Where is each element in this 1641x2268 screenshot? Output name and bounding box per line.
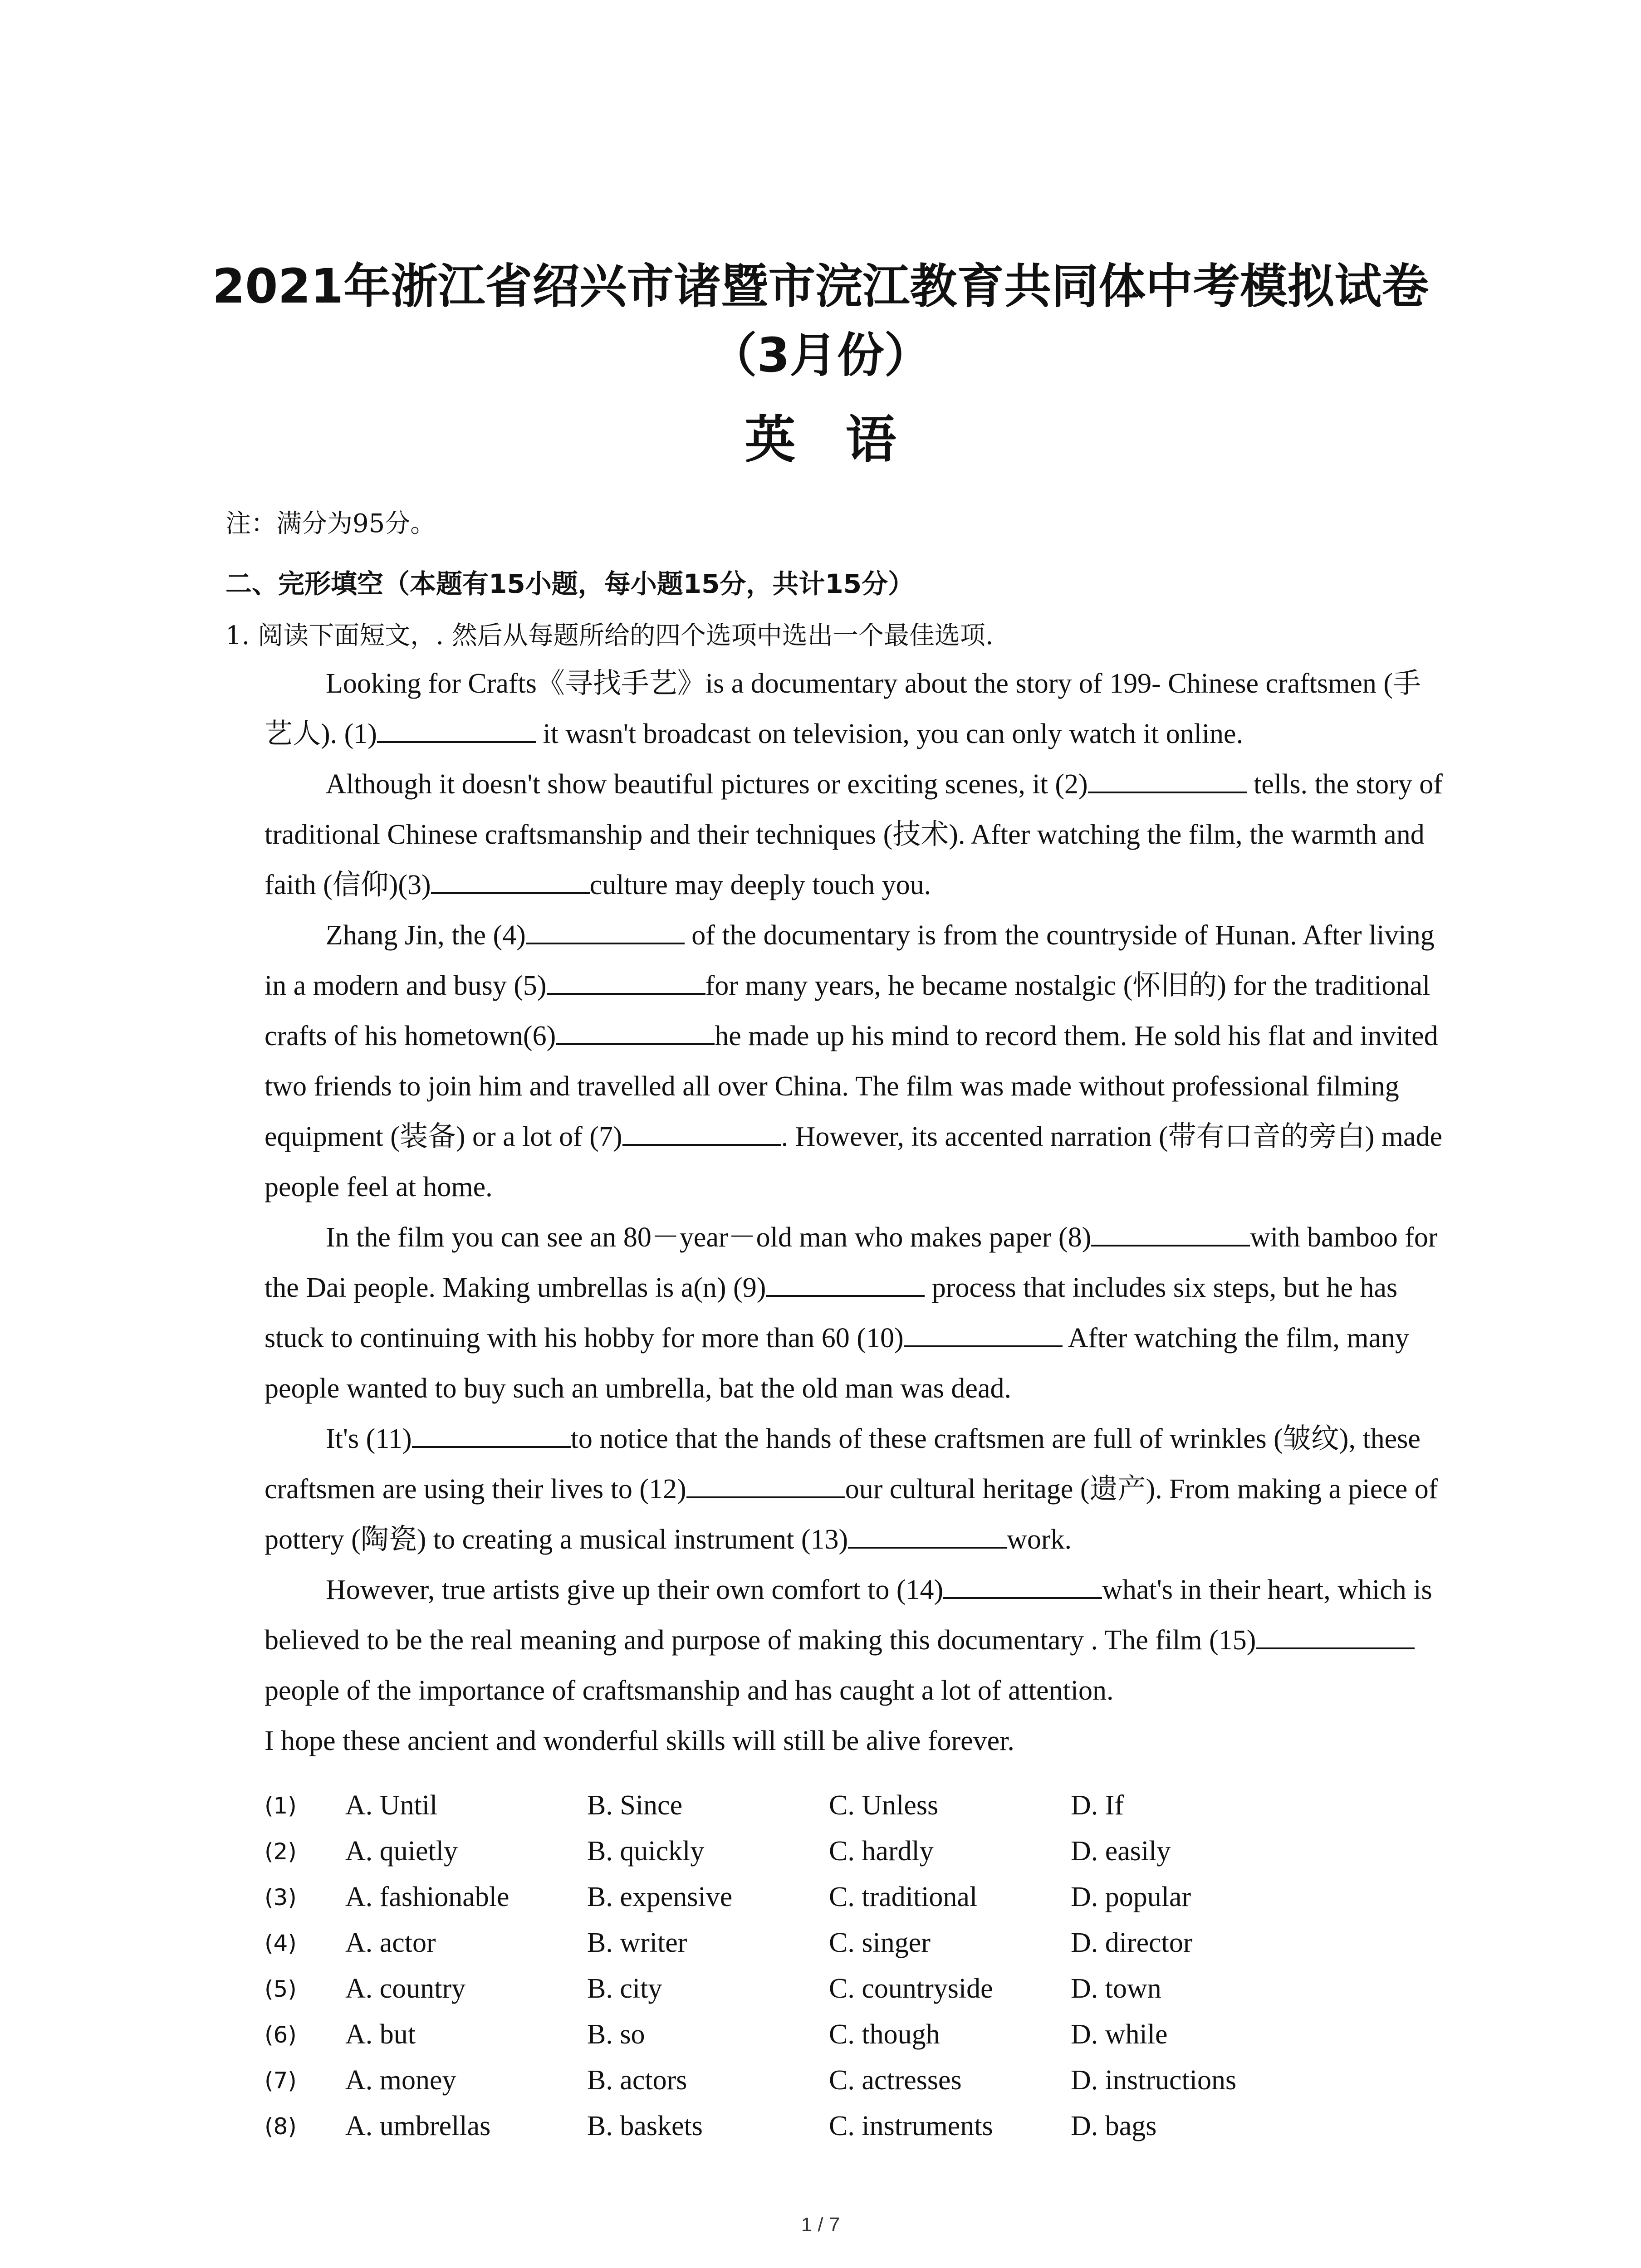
option-choice-b[interactable]: B. baskets (587, 2111, 703, 2141)
option-choice-a[interactable]: A. money (345, 2065, 456, 2096)
option-choice-c[interactable]: C. hardly (829, 1836, 934, 1867)
option-choice-d[interactable]: D. popular (1071, 1882, 1191, 1912)
option-choice-b[interactable]: B. so (587, 2019, 645, 2050)
section-heading: 二、完形填空（本题有15小题，每小题15分，共计15分） (225, 568, 915, 599)
passage-text: process that includes six steps, but he has stuck to continuing with his hobby for more than 60 (10) (265, 1272, 1398, 1354)
option-choice-c[interactable]: C. traditional (829, 1882, 978, 1912)
passage-text: tells. the story of traditional Chinese craftsmanship and their techniques (技术). After watching the film, the warmth and faith (信仰)(3) (265, 769, 1443, 900)
passage-text: what's in their heart, which is believed to be the real meaning and purpose of making this documentary . The film (15) (265, 1574, 1432, 1656)
passage-text: It's (11) (326, 1423, 412, 1454)
option-row (265, 2012, 1446, 2058)
answer-blank[interactable] (766, 1271, 925, 1297)
option-number: (4) (265, 1930, 297, 1956)
option-choice-d[interactable]: D. instructions (1071, 2065, 1237, 2096)
option-choice-c[interactable]: C. actresses (829, 2065, 962, 2096)
passage-paragraph (265, 659, 1446, 759)
passage-text: for many years, he became nostalgic (怀旧的) for the traditional crafts of his hometown(6) (265, 970, 1430, 1051)
passage-text: with bamboo for the Dai people. Making umbrellas is a(n) (9) (265, 1222, 1438, 1303)
answer-blank[interactable] (412, 1422, 571, 1448)
option-choice-d[interactable]: D. bags (1071, 2111, 1157, 2141)
passage-paragraph (265, 1716, 1446, 1766)
option-number: (7) (265, 2067, 297, 2094)
passage-paragraph (265, 910, 1446, 1212)
passage-text: he made up his mind to record them. He sold his flat and invited two friends to join him and travelled all over China. The film was made without professional filming equipment (装备) or a lot of (7) (265, 1021, 1438, 1152)
option-choice-a[interactable]: A. Until (345, 1790, 438, 1821)
passage-text: to notice that the hands of these craftsmen are full of wrinkles (皱纹), these craftsmen are using their lives to (12) (265, 1423, 1421, 1505)
passage-text: However, true artists give up their own comfort to (14) (326, 1574, 944, 1605)
passage-text: culture may deeply touch you. (589, 870, 931, 900)
passage-text: it wasn't broadcast on television, you can only watch it online. (535, 719, 1244, 749)
option-choice-a[interactable]: A. quietly (345, 1836, 458, 1867)
option-row (265, 1874, 1446, 1920)
answer-blank[interactable] (622, 1120, 781, 1146)
subject-heading: 英语 (745, 410, 946, 469)
answer-blank[interactable] (431, 869, 590, 894)
passage-text: people of the importance of craftsmanship and has caught a lot of attention. (265, 1675, 1114, 1706)
answer-blank[interactable] (848, 1523, 1007, 1549)
option-number: (3) (265, 1884, 297, 1911)
option-choice-b[interactable]: B. quickly (587, 1836, 705, 1867)
option-choice-a[interactable]: A. umbrellas (345, 2111, 491, 2141)
option-choice-a[interactable]: A. actor (345, 1927, 436, 1958)
option-choice-c[interactable]: C. instruments (829, 2111, 993, 2141)
option-choice-c[interactable]: C. singer (829, 1927, 931, 1958)
option-choice-a[interactable]: A. but (345, 2019, 416, 2050)
option-choice-c[interactable]: C. Unless (829, 1790, 939, 1821)
passage-text: Zhang Jin, the (4) (326, 920, 526, 951)
answer-blank[interactable] (943, 1574, 1102, 1599)
answer-blank[interactable] (1088, 768, 1247, 793)
option-choice-d[interactable]: D. director (1071, 1927, 1193, 1958)
option-choice-b[interactable]: B. writer (587, 1927, 687, 1958)
option-number: (5) (265, 1975, 297, 2002)
option-row (265, 1966, 1446, 2012)
passage-text: of the documentary is from the countryside of Hunan. After living in a modern and busy (5) (265, 920, 1435, 1001)
answer-blank[interactable] (377, 718, 536, 743)
passage-text: After watching the film, many people wanted to buy such an umbrella, bat the old man was dead. (265, 1323, 1410, 1404)
option-choice-d[interactable]: D. If (1071, 1790, 1124, 1821)
option-choice-a[interactable]: A. fashionable (345, 1882, 509, 1912)
passage-text: our cultural heritage (遗产). From making a piece of pottery (陶瓷) to creating a musical instrument (13) (265, 1474, 1438, 1555)
answer-blank[interactable] (556, 1020, 715, 1045)
answer-blank[interactable] (547, 969, 705, 995)
answer-blank[interactable] (1256, 1624, 1415, 1649)
option-choice-d[interactable]: D. while (1071, 2019, 1168, 2050)
option-choice-b[interactable]: B. city (587, 1973, 662, 2004)
score-note: 注：满分为95分。 (225, 509, 436, 538)
passage-text: work. (1007, 1524, 1072, 1555)
passage-text: I hope these ancient and wonderful skills will still be alive forever. (265, 1725, 1014, 1756)
option-row (265, 2058, 1446, 2103)
passage-text: Looking for Crafts《寻找手艺》is a documentary about the story of 199- Chinese craftsmen (手艺人). (1) (265, 668, 1421, 749)
option-choice-b[interactable]: B. actors (587, 2065, 687, 2096)
option-row (265, 1828, 1446, 1874)
option-number: (8) (265, 2113, 297, 2140)
page-number: 1 / 7 (801, 2214, 840, 2236)
option-row (265, 1920, 1446, 1966)
passage-paragraph (265, 1414, 1446, 1565)
option-choice-c[interactable]: C. though (829, 2019, 940, 2050)
option-choice-d[interactable]: D. easily (1071, 1836, 1171, 1867)
option-choice-b[interactable]: B. Since (587, 1790, 683, 1821)
option-row (265, 1783, 1446, 1828)
question-instruction: 1. 阅读下面短文，. 然后从每题所给的四个选项中选出一个最佳选项. (225, 621, 994, 650)
answer-blank[interactable] (686, 1473, 845, 1498)
passage-paragraph (265, 1212, 1446, 1414)
options-table (265, 1783, 1446, 2149)
page-title: 2021年浙江省绍兴市诸暨市浣江教育共同体中考模拟试卷（3月份） (212, 259, 1429, 383)
option-choice-a[interactable]: A. country (345, 1973, 466, 2004)
option-number: (2) (265, 1838, 297, 1865)
option-choice-c[interactable]: C. countryside (829, 1973, 993, 2004)
option-number: (6) (265, 2021, 297, 2048)
option-number: (1) (265, 1792, 297, 1819)
answer-blank[interactable] (526, 919, 685, 944)
answer-blank[interactable] (904, 1322, 1063, 1347)
passage-paragraph (265, 759, 1446, 910)
option-choice-d[interactable]: D. town (1071, 1973, 1161, 2004)
option-choice-b[interactable]: B. expensive (587, 1882, 733, 1912)
passage-text: Although it doesn't show beautiful pictures or exciting scenes, it (2) (326, 769, 1088, 800)
cloze-passage (265, 659, 1446, 1766)
answer-blank[interactable] (1091, 1221, 1250, 1246)
passage-text: . However, its accented narration (带有口音的旁白) made people feel at home. (265, 1121, 1443, 1202)
passage-paragraph (265, 1565, 1446, 1716)
passage-text: In the film you can see an 80－year－old man who makes paper (8) (326, 1222, 1092, 1253)
option-row (265, 2103, 1446, 2149)
